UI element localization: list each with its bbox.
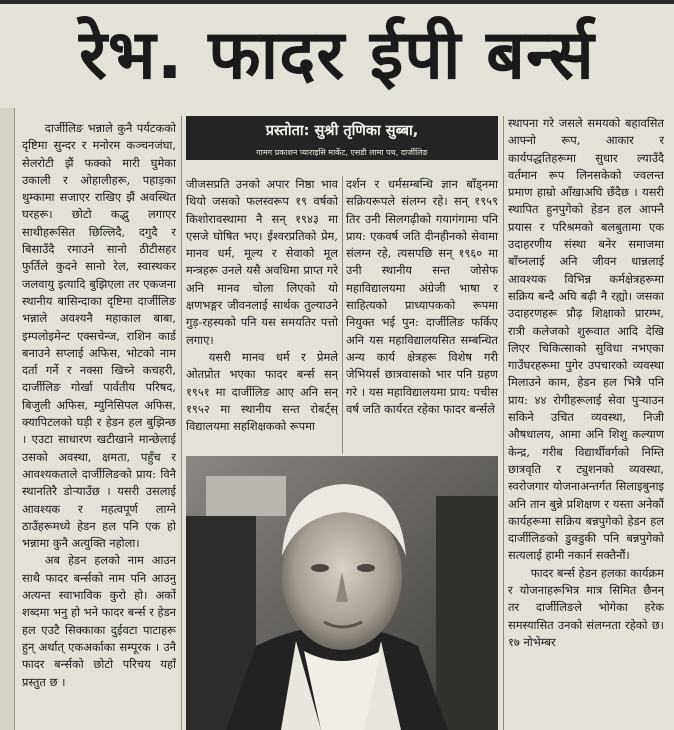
- article-column-4: [508, 115, 664, 730]
- article-column-1: [22, 120, 176, 730]
- paragraph: यसरी मानव धर्म र प्रेमले ओतप्रोत भएका फादर बर्न्स सन् १९५१ मा दार्जीलिङ आए अनि सन् १९५२ मा स्थानीय सन्त रोबर्ट्स् विद्यालयमा सहशिक्षकको रूपमा: [186, 349, 338, 434]
- portrait-photo: [186, 456, 498, 730]
- top-rule: [0, 0, 674, 4]
- adjacent-column-edge: [0, 108, 15, 730]
- headline: रेभ. फादर ईपी बर्न्स: [79, 16, 595, 95]
- paragraph: स्थापना गरे जसले समयको बहावसित आफ्नो रूप, आकार र कार्यपद्धतिहरूमा सुधार ल्याउँदै वर्तमान रूप लिनसकेको ज्वलन्त प्रमाण हाम्रो आँखाअघि छँदैछ । यसरी स्थापित हुनपुगेको हेडन हल आफ्नै प्रयास र परिश्रमको बलबुतामा एक उदाहरणीय संस्था बनेर समाजमा बाँच्नलाई अनि जीवन धान्नलाई आवश्यक विभिन्न कर्मक्षेत्रहरूमा सक्रिय बन्दै अघि बढ़ी नै रह्यो। जसका उदाहरणहरू प्रौढ़ शिक्षाको प्रारम्भ, रात्री कलेजको शुरूवात आदि देखि लिएर चिकित्साको सुविधा नभएका गाउँघरहरूमा पुगेर उपचारको व्यवस्था मिलाउने काम, हेडन हल भित्रै पनि प्राय: ४४ रोगीहरूलाई सेवा पुऱ्याउन सकिने उचित व्यवस्था, निजी औषधालय, आमा अनि शिशु कल्याण केन्द्र, गरीब विद्यार्थीवर्गको निम्ति छात्रवृति र ट्युशनको व्यवस्था, स्वरोजगार योजनाअन्तर्गत सिलाइबुनाइ अनि तान बुन्ने प्रशिक्षण र यस्ता अनेकौं कार्यहरूमा सक्रिय बन्नपुगेको हेडन हल दार्जीलिङको डुक्डुकी पनि बन्नपुगेको सत्यलाई हामी नकार्न सक्तैनौं।: [508, 116, 664, 563]
- paragraph: जीजसप्रति उनको अपार निष्ठा भाव थियो जसको फलस्वरूप १९ वर्षको किशोरावस्थामा नै सन् १९४३ मा एसजे घोषित भए। ईश्वरप्रतिको प्रेम, मानव धर्म, मूल्य र सेवाको मूल मन्त्रहरू उनले यसै अवधिमा प्राप्त गरे अनि मानव चोला लिएको यो क्षणभङ्गर जीवनलाई सार्थक तुल्याउने गुड़-रहस्यको पनि यस समयतिर पत्तो लगाए।: [186, 177, 338, 347]
- background-window: [206, 476, 286, 516]
- left-eye: [311, 564, 329, 572]
- portrait-illustration: [186, 456, 498, 730]
- column-rule: [503, 116, 504, 730]
- right-eye: [357, 564, 375, 572]
- column-rule: [342, 176, 343, 454]
- paragraph: दर्शन र धर्मसम्बन्धि ज्ञान बाँड्नमा सक्रियरूपले संलग्न रहे। सन् १९५९ तिर उनी सिलगढ़ीको गयागंगामा पनि प्राय: एकवर्ष जति दीनहीनको सेवामा संलग्न रहे, त्यसपछि सन् १९६० मा उनी स्थानीय सन्त जोसेफ महाविद्यालयमा अंग्रेजी भाषा र साहित्यको प्राध्यापकको रूपमा नियुक्त भई पुन: दार्जीलिङ फर्किए अनि यस महाविद्यालयसित सम्बन्धित अन्य कार्य क्षेत्रहरू विशेष गरी जेभियर्स छात्रवासको भार पनि ग्रहण गरे । यस महाविद्यालयमा प्राय: पचीस वर्ष जति कार्यरत रहेका फादर बर्न्सले: [346, 177, 498, 416]
- article-column-2: [186, 176, 338, 454]
- paragraph: दार्जीलिङ भन्नाले कुनै पर्यटकको दृष्टिमा सुन्दर र मनोरम कञ्चनजंघा, सेलरोटी झैं फक्को मारी घुमेका उकाली र ओहालीहरू, पहाड़का थुम्कामा सजाएर राखिए झैं अवस्थित घरहरू। छोटो कद्भु लगाएर साथीहरूसित छिल्लिदै, दगुदै र बिसाउँदै रमाउने सानो ठीटीसहर फुर्तिले कुदने सानो रेल, स्वास्थकर जलवायु इत्यादि बुझिएला तर एकजना स्थानीय बासिन्दाका दृष्टिमा दार्जीलिङ भन्नाले अवश्यनै महाकाल बाबा, इम्पलोइमेन्ट एक्सचेन्ज, राशिन कार्ड बनाउने सप्लाई अफिस, भोटको नाम दर्ता गर्ने र नक्सा खिच्ने कचहरी, दार्जीलिङ गोर्खा पार्वतीय परिषद, बिजुली अफिस, म्युनिसिपल अफिस, क्यापिटलको घड़ी र हेडन हल बुझिन्छ । एउटा साधारण खटीखाने मान्छेलाई उसको अवस्था, क्षमता, पहुँच र आवश्यकताले दार्जीलिङको प्राय: विनै स्थानतिरै डोऱ्याउँछ । यसरी उसलाई आवश्यक र महत्वपूर्ण लाग्ने ठाउँहरूमध्ये हेडन हल पनि एक हो भन्नामा कुनै अत्युक्ति नहोला।: [22, 121, 176, 551]
- paragraph: अब हेडन हलको नाम आउन साथै फादर बर्न्सको नाम पनि आउनु अत्यन्त स्वाभाविक कुरो हो। अर्को शब्दमा भनु हो भने फादर बर्न्स र हेडन हल एउटै सिक्काका दुईवटा पाटाहरू हुन् अर्थात् एकअर्काका सम्पूरक । उनै फादर बर्न्सको छोटो परिचय यहाँ प्रस्तुत छ ।: [22, 553, 176, 689]
- article-column-3: [346, 176, 498, 454]
- right-shadow-figure: [436, 496, 498, 730]
- paragraph: फादर बर्न्स हेडन हलका कार्यक्रम र योजनाहरूभित्र मात्र सिमित छैनन् तर दार्जीलिङले भोगेका हरेक समस्यासित उनको संलग्नता रहेको छ। १७ नोभेम्बर: [508, 565, 664, 649]
- column-rule: [181, 116, 182, 730]
- byline-bar: प्रस्तोता: सुश्री तृणिका सुब्बा,: [186, 116, 498, 146]
- byline-address: गामग प्रकाशन प्याराइसि मार्केट, एसडी लामा पथ, दार्जीलिङ: [186, 146, 498, 160]
